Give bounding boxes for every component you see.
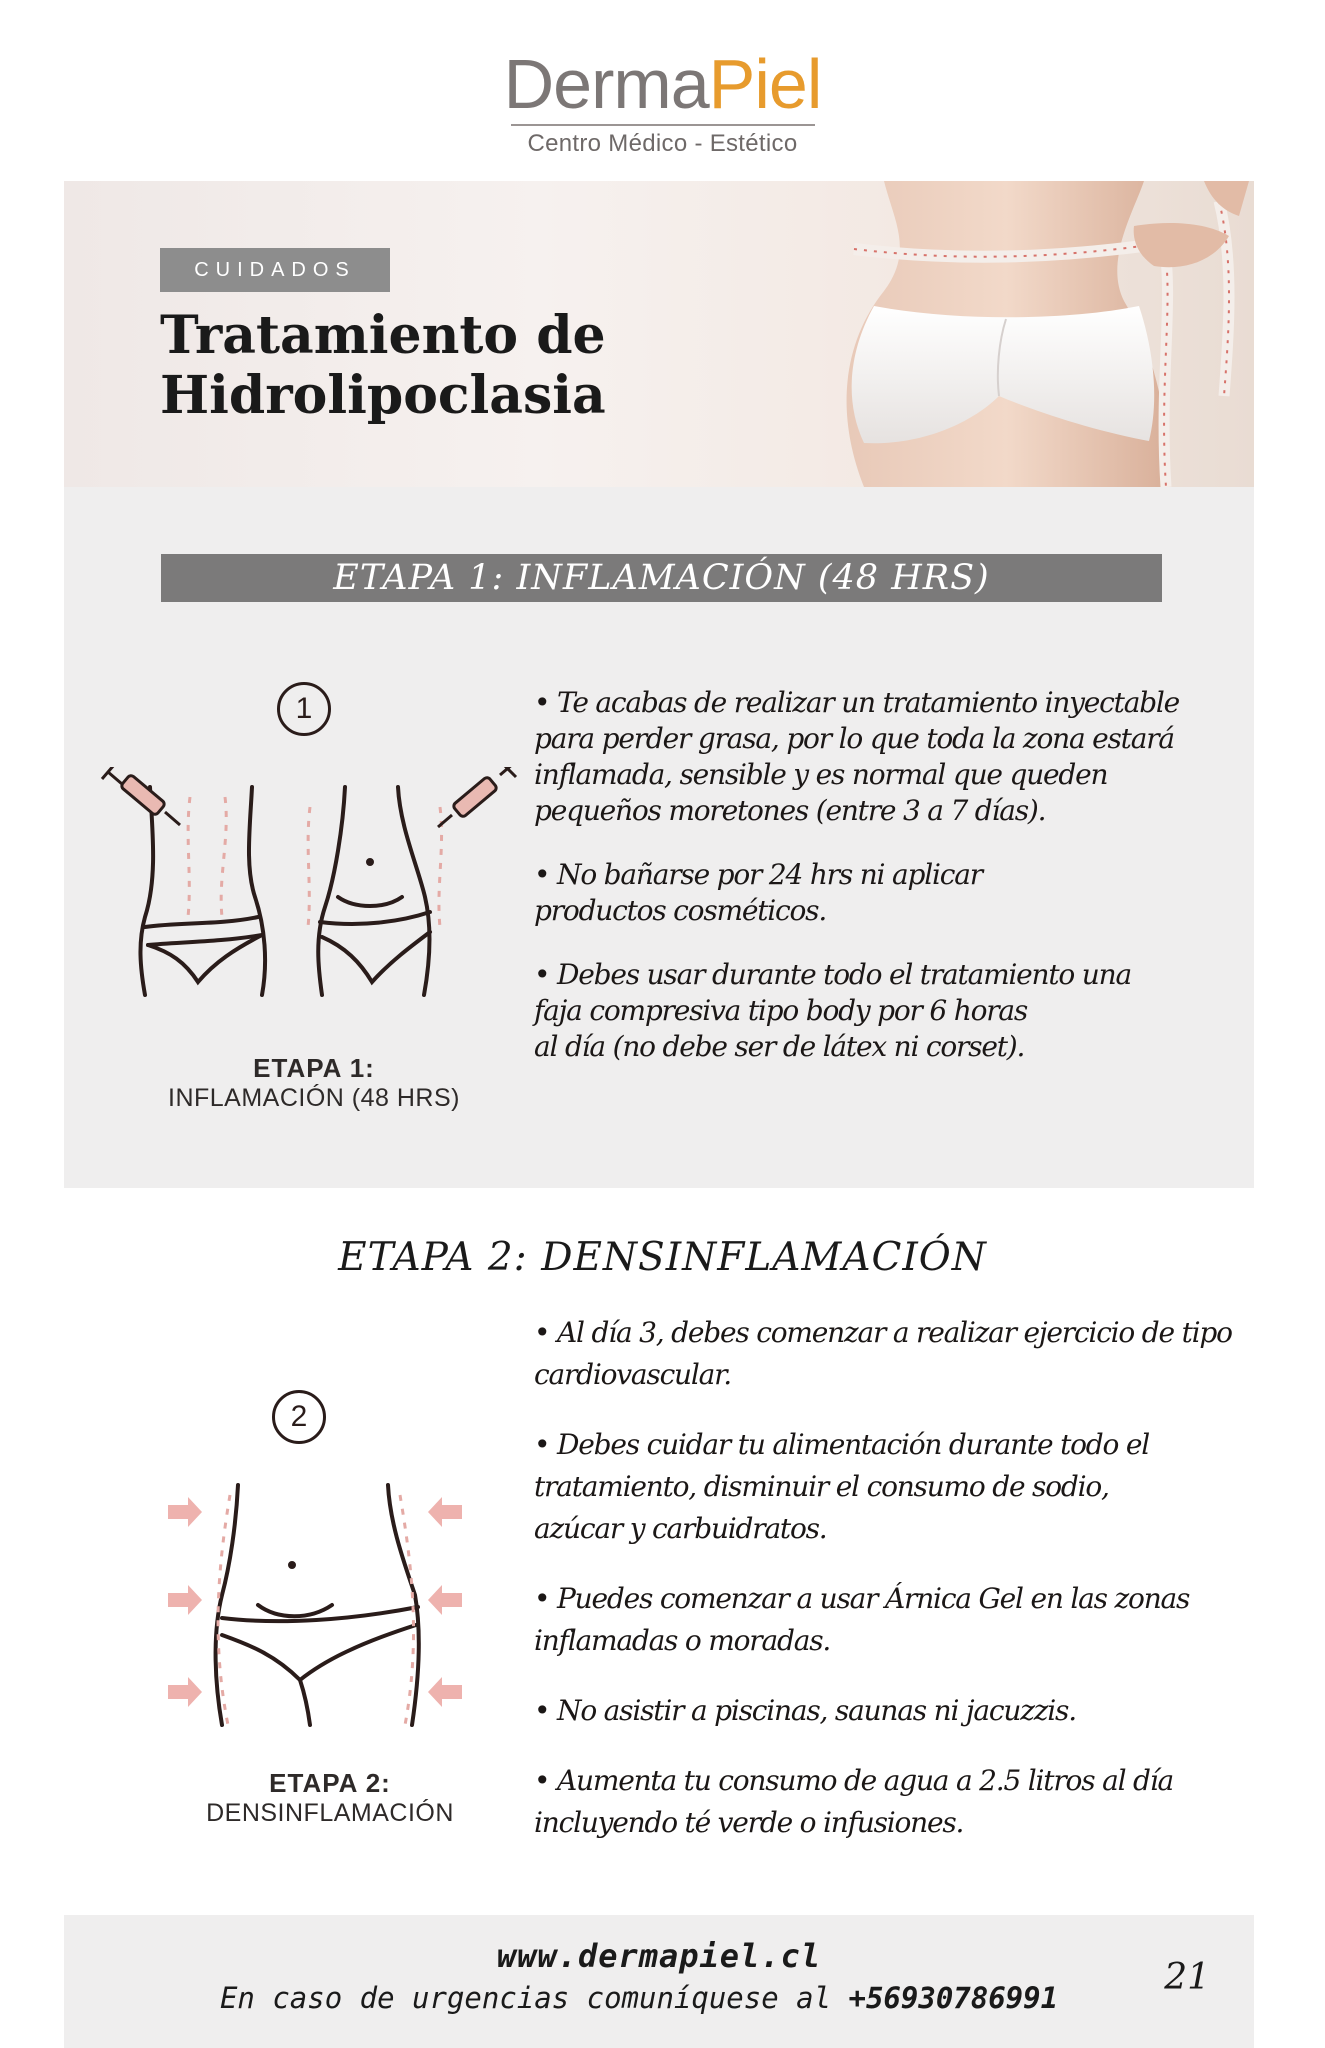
bullet-line: para perder grasa, por lo que toda la zona estará <box>534 722 1174 755</box>
bullet-line: • No asistir a piscinas, saunas ni jacuzzis. <box>534 1694 1076 1727</box>
stage-2-heading: ETAPA 2: DENSINFLAMACIÓN <box>338 1235 987 1280</box>
stage-1-caption-text: INFLAMACIÓN (48 HRS) <box>168 1084 460 1112</box>
stage-1-bullet-1 <box>534 685 1234 829</box>
logo-derma: Derma <box>503 45 709 123</box>
page-title <box>160 306 606 426</box>
bullet-line: tratamiento, disminuir el consumo de sodio, <box>534 1470 1109 1503</box>
stage-2-bullet-1 <box>534 1312 1274 1396</box>
website-link[interactable]: www.dermapiel.cl <box>496 1937 822 1975</box>
bullet-line: incluyendo té verde o infusiones. <box>534 1806 964 1839</box>
bullet-line: azúcar y carbuidratos. <box>534 1512 827 1545</box>
bullet-line: inflamadas o moradas. <box>534 1624 831 1657</box>
dermapiel-logo <box>0 44 1325 158</box>
stage-2-bullet-4 <box>534 1690 1274 1732</box>
bullet-line: inflamada, sensible y es normal que queden <box>534 758 1108 791</box>
abdomen-back-view-icon <box>140 787 265 995</box>
urgency-contact <box>64 1981 1254 2015</box>
hero-banner <box>64 181 1254 487</box>
stage-2-caption-text: DENSINFLAMACIÓN <box>206 1799 454 1827</box>
step-number-1: 1 <box>277 682 331 736</box>
syringe-right-icon <box>438 767 516 827</box>
bullet-line: productos cosméticos. <box>534 894 827 927</box>
logo-divider <box>511 124 815 126</box>
bullet-line: • Te acabas de realizar un tratamiento inyectable <box>534 686 1180 719</box>
stage-2-illustration <box>160 1475 470 1735</box>
logo-subtitle: Centro Médico - Estético <box>527 130 798 157</box>
logo-piel: Piel <box>708 45 822 123</box>
stage-2-caption-title: ETAPA 2: <box>269 1768 391 1798</box>
bullet-line: • Aumenta tu consumo de agua a 2.5 litros al día <box>534 1764 1173 1797</box>
stage-2-bullet-3 <box>534 1578 1274 1662</box>
stage-1-caption <box>124 1053 504 1113</box>
step-number-2: 2 <box>272 1390 326 1444</box>
stage-1-bullet-2 <box>534 857 1234 929</box>
stage-1-title-bar: ETAPA 1: INFLAMACIÓN (48 HRS) <box>161 554 1162 602</box>
bullet-line: • Puedes comenzar a usar Árnica Gel en las zonas <box>534 1582 1190 1615</box>
bullet-line: al día (no debe ser de látex ni corset). <box>534 1030 1025 1063</box>
stage-2-bullet-2 <box>534 1424 1274 1550</box>
stage-1-illustration <box>100 767 540 997</box>
bullet-line: • No bañarse por 24 hrs ni aplicar <box>534 858 982 891</box>
abdomen-front-view-icon <box>318 787 430 995</box>
page-footer <box>64 1915 1254 2048</box>
bullet-line: pequeños moretones (entre 3 a 7 días). <box>534 794 1046 827</box>
stage-2-bullet-5 <box>534 1760 1274 1844</box>
bullet-line: faja compresiva tipo body por 6 horas <box>534 994 1028 1027</box>
bullet-line: • Debes usar durante todo el tratamiento una <box>534 958 1131 991</box>
bullet-line: • Al día 3, debes comenzar a realizar ejercicio de tipo <box>534 1316 1232 1349</box>
section-badge: CUIDADOS <box>160 248 390 292</box>
stage-2-caption <box>140 1768 520 1828</box>
phone-number[interactable]: +56930786991 <box>848 1981 1059 2015</box>
bullet-line: • Debes cuidar tu alimentación durante todo el <box>534 1428 1149 1461</box>
page-title-line-2: Hidrolipoclasia <box>160 365 606 426</box>
urgency-text: En caso de urgencias comuníquese al <box>219 1981 849 2015</box>
stage-1-bullet-3 <box>534 957 1234 1065</box>
hero-photo-measuring-tape <box>734 181 1254 487</box>
abdomen-front-view-icon <box>216 1485 419 1725</box>
stage-1-bullets <box>534 685 1234 1065</box>
stage-2-bullets <box>534 1312 1274 1844</box>
stage-1-panel <box>64 487 1254 1188</box>
bullet-line: cardiovascular. <box>534 1358 731 1391</box>
page-title-line-1: Tratamiento de <box>160 305 606 366</box>
syringe-left-icon <box>102 767 180 825</box>
page-number: 21 <box>1164 1957 1210 1998</box>
stage-1-caption-title: ETAPA 1: <box>253 1053 375 1083</box>
logo-wordmark <box>504 44 822 124</box>
